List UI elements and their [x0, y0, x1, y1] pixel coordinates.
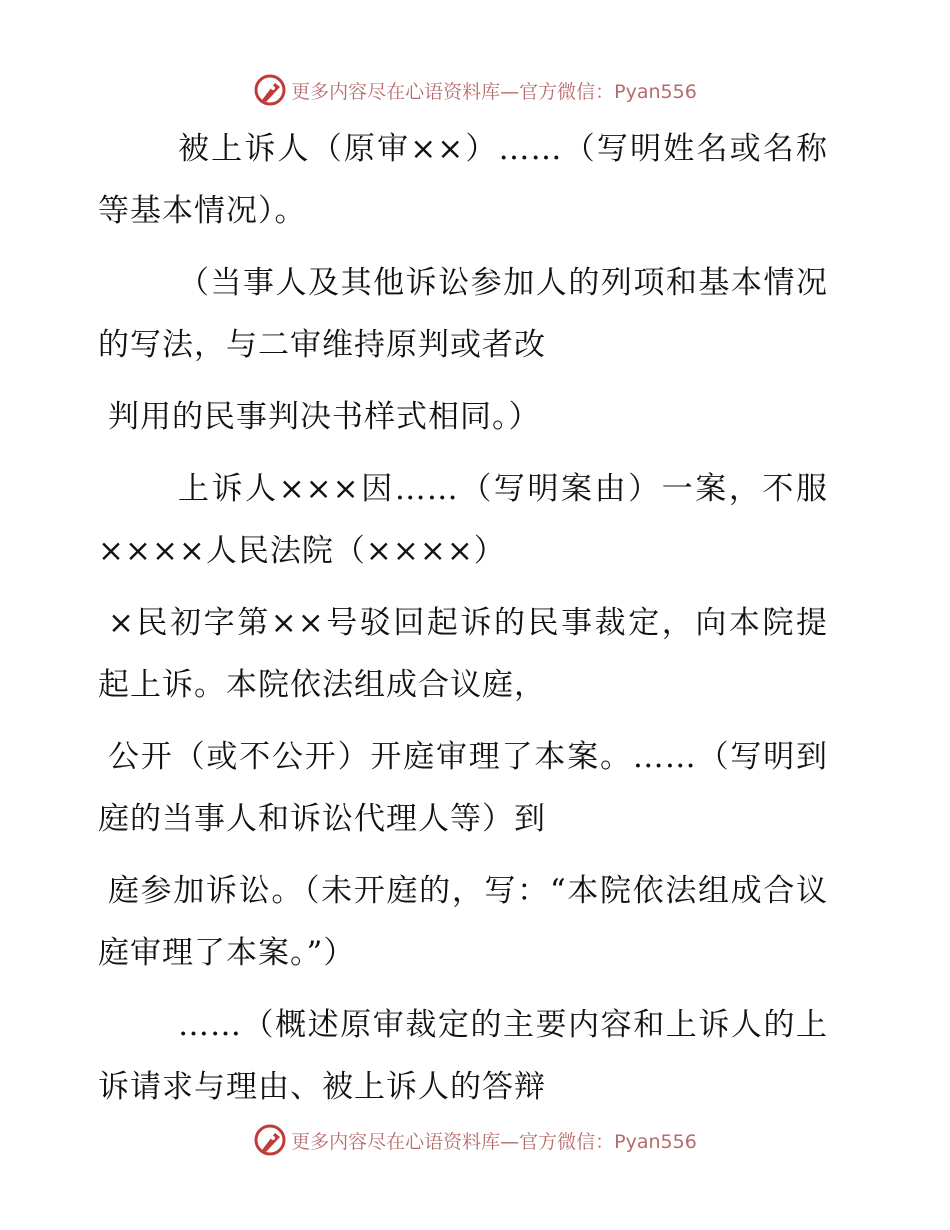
watermark-footer: [0, 1120, 950, 1160]
watermark-text: 更多内容尽在心语资料库—官方微信：Pyan556: [291, 1130, 697, 1153]
paragraph-appeal: 上诉人×××因……（写明案由）一案，不服××××人民法院（××××）: [98, 471, 828, 569]
watermark-header: [0, 70, 950, 110]
paragraph-hearing: 公开（或不公开）开庭审理了本案。……（写明到庭的当事人和诉讼代理人等）到: [98, 739, 828, 837]
document-body: [98, 118, 828, 1118]
paragraph-respondent: 被上诉人（原审××）……（写明姓名或名称等基本情况）。: [98, 131, 828, 229]
pen-nib-circle-icon: [253, 1123, 287, 1157]
paragraph-appeal-cont: ×民初字第××号驳回起诉的民事裁定，向本院提起上诉。本院依法组成合议庭，: [98, 605, 828, 703]
paragraph-parties-note-cont: 判用的民事判决书样式相同。）: [108, 399, 541, 435]
paragraph-summary: ……（概述原审裁定的主要内容和上诉人的上诉请求与理由、被上诉人的答辩: [98, 1007, 828, 1105]
paragraph-parties-note: （当事人及其他诉讼参加人的列项和基本情况的写法，与二审维持原判或者改: [98, 265, 828, 363]
paragraph-hearing-cont: 庭参加诉讼。（未开庭的，写：“本院依法组成合议庭审理了本案。”）: [98, 873, 828, 971]
watermark-text: 更多内容尽在心语资料库—官方微信：Pyan556: [291, 80, 697, 103]
pen-nib-circle-icon: [253, 73, 287, 107]
